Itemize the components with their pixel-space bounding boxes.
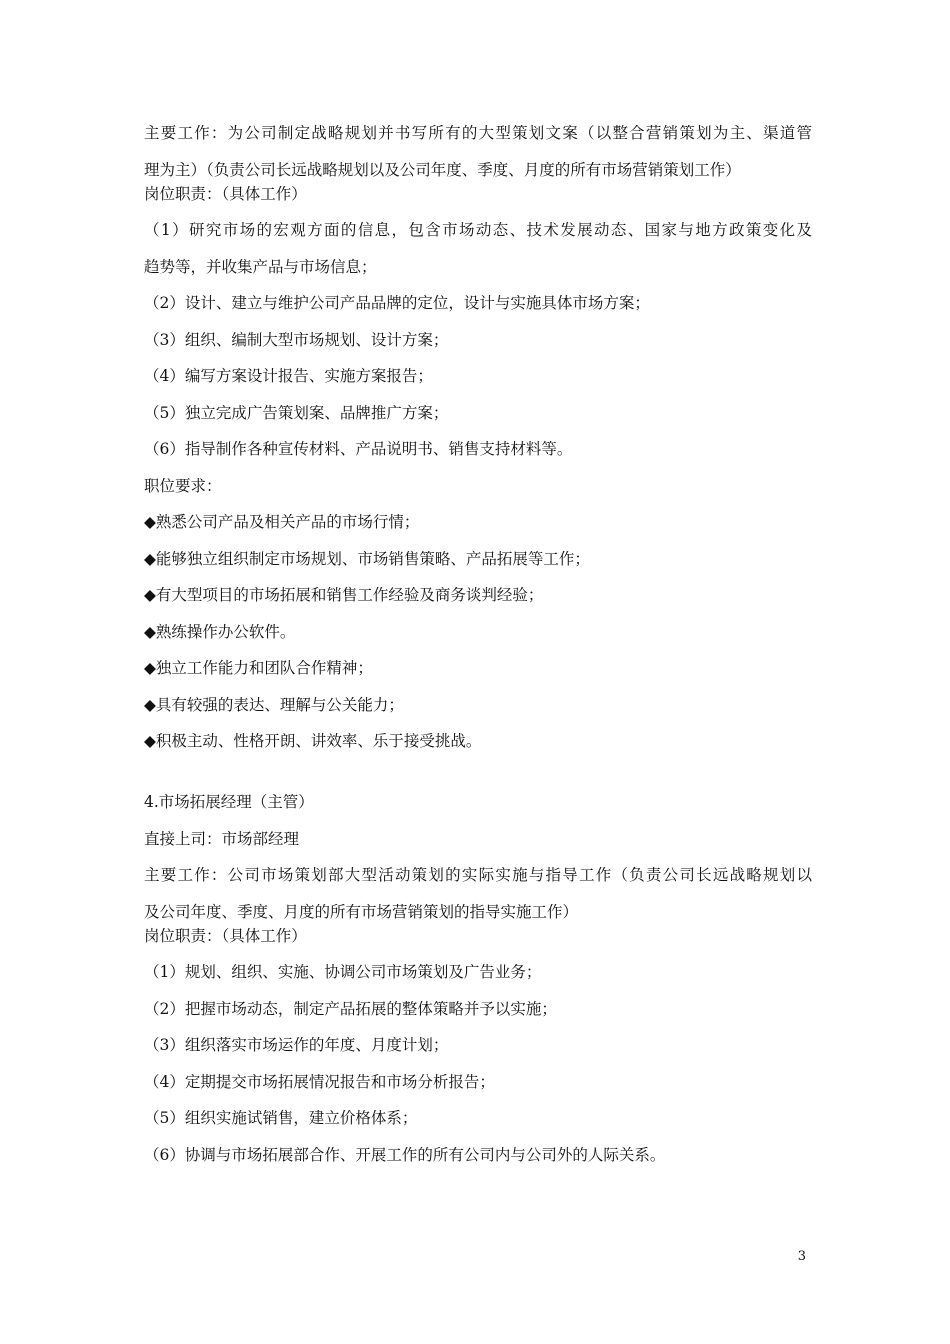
s3-requirement-2: ◆能够独立组织制定市场规划、市场销售策略、产品拓展等工作； <box>144 549 590 568</box>
s3-duty4: （4）编写方案设计报告、实施方案报告； <box>144 367 433 385</box>
s4-duty5: （5）组织实施试销售，建立价格体系； <box>144 1109 418 1127</box>
s3-main-work-line2: 理为主）（负责公司长远战略规划以及公司年度、季度、月度的所有市场营销策划工作） <box>144 160 741 179</box>
s3-requirements-heading: 职位要求： <box>144 476 222 495</box>
s3-duty2: （2）设计、建立与维护公司产品品牌的定位，设计与实施具体市场方案； <box>144 294 650 312</box>
s3-requirement-5: ◆独立工作能力和团队合作精神； <box>144 659 373 677</box>
s4-duty3: （3）组织落实市场运作的年度、月度计划； <box>144 1036 449 1054</box>
s4-duty6: （6）协调与市场拓展部合作、开展工作的所有公司内与公司外的人际关系。 <box>144 1145 666 1164</box>
s3-requirement-7: ◆积极主动、性格开朗、讲效率、乐于接受挑战。 <box>144 732 482 750</box>
page-number: 3 <box>797 1249 806 1264</box>
s4-main-work-line2: 及公司年度、季度、月度的所有市场营销策划的指导实施工作） <box>144 902 579 921</box>
s4-duty1: （1）规划、组织、实施、协调公司市场策划及广告业务； <box>144 963 542 981</box>
s3-duty3: （3）组织、编制大型市场规划、设计方案； <box>144 330 449 349</box>
s3-main-work-line1: 主要工作：为公司制定战略规划并书写所有的大型策划文案（以整合营销策划为主、渠道管 <box>144 124 812 142</box>
s4-supervisor: 直接上司：市场部经理 <box>144 829 300 848</box>
s3-duty5: （5）独立完成广告策划案、品牌推广方案； <box>144 403 449 422</box>
s3-requirement-1: ◆熟悉公司产品及相关产品的市场行情； <box>144 513 420 531</box>
s3-duties-heading: 岗位职责：（具体工作） <box>144 184 307 203</box>
s3-requirement-6: ◆具有较强的表达、理解与公关能力； <box>144 695 404 714</box>
s4-title: 4.市场拓展经理（主管） <box>144 793 314 811</box>
s3-duty1-line1: （1）研究市场的宏观方面的信息，包含市场动态、技术发展动态、国家与地方政策变化及 <box>144 221 812 239</box>
s3-requirement-3: ◆有大型项目的市场拓展和销售工作经验及商务谈判经验； <box>144 586 544 604</box>
s4-duties-heading: 岗位职责：（具体工作） <box>144 926 307 945</box>
s3-requirement-4: ◆熟练操作办公软件。 <box>144 622 296 641</box>
s3-duty6: （6）指导制作各种宣传材料、产品说明书、销售支持材料等。 <box>144 440 573 458</box>
s4-main-work-line1: 主要工作：公司市场策划部大型活动策划的实际实施与指导工作（负责公司长远战略规划以 <box>144 866 812 884</box>
s4-duty2: （2）把握市场动态，制定产品拓展的整体策略并予以实施； <box>144 999 557 1018</box>
s3-duty1-line2: 趋势等，并收集产品与市场信息； <box>144 257 377 276</box>
s4-duty4: （4）定期提交市场拓展情况报告和市场分析报告； <box>144 1072 495 1091</box>
document-body <box>144 121 812 1167</box>
